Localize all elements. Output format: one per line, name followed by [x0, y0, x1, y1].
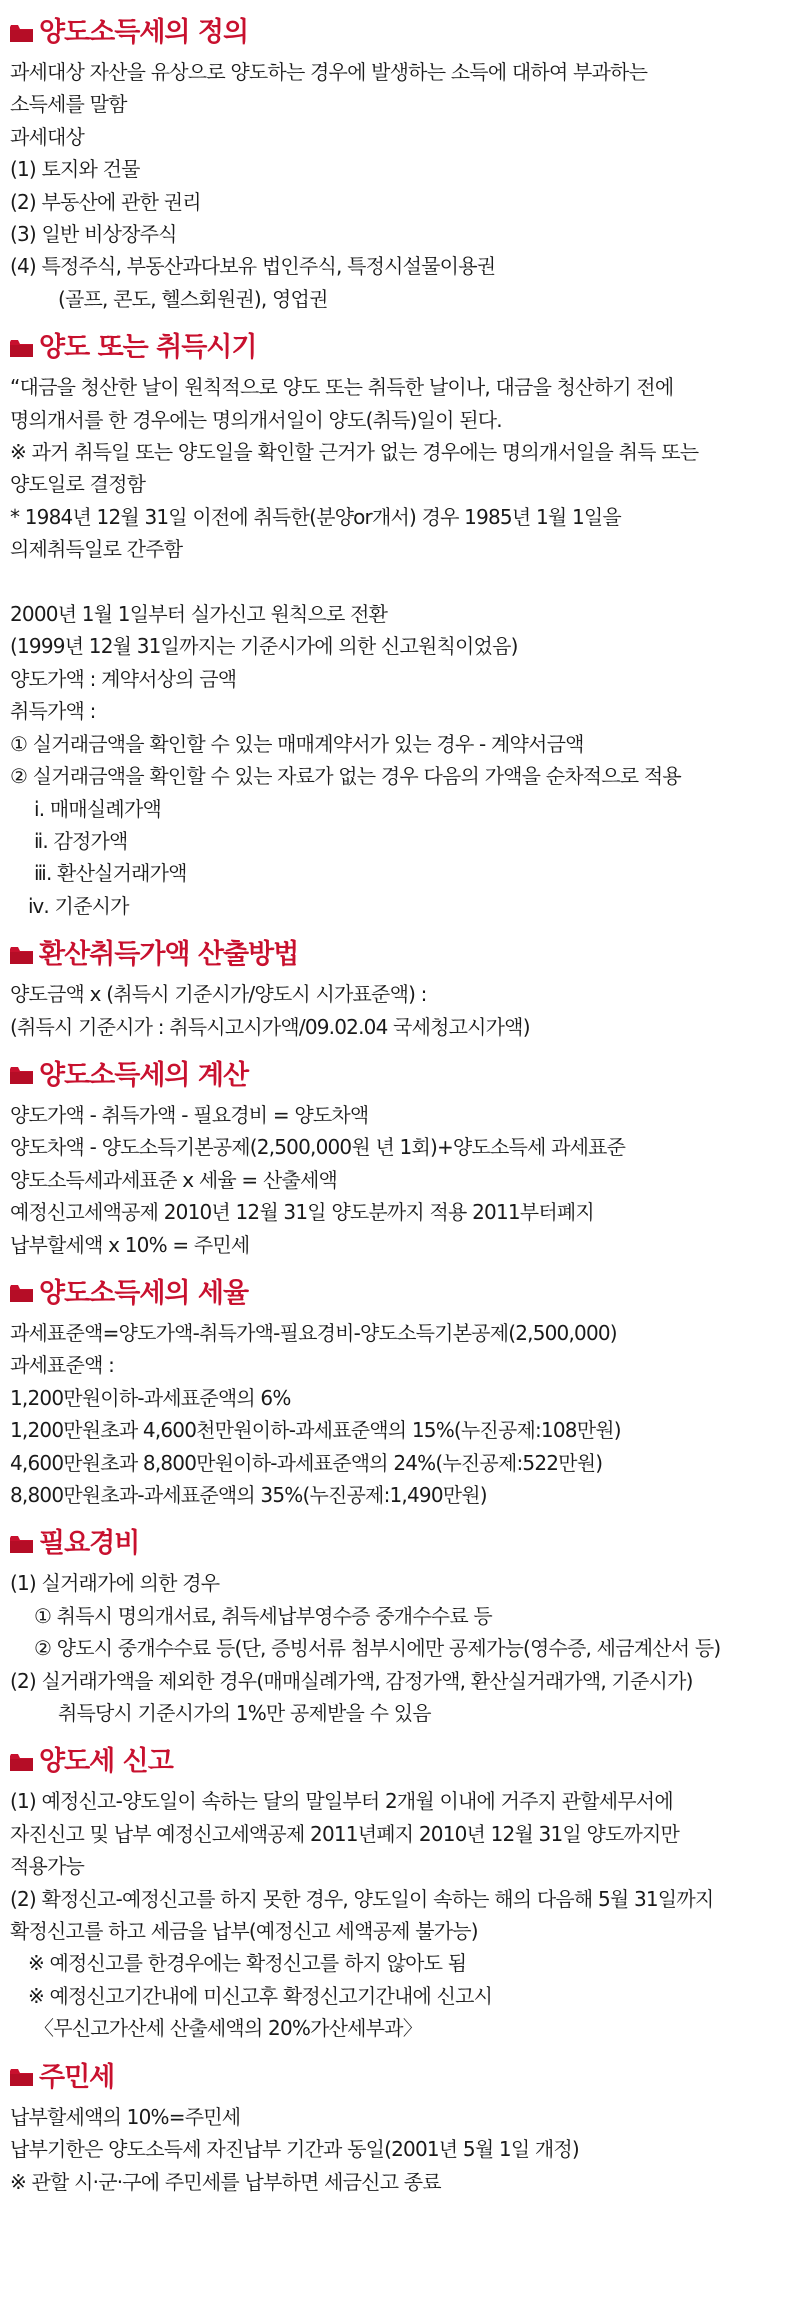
text-line: (2) 실거래가액을 제외한 경우(매매실례가액, 감정가액, 환산실거래가액, 기준시가) [10, 1668, 693, 1693]
text-line: ① 실거래금액을 확인할 수 있는 매매계약서가 있는 경우 - 계약서금액 [10, 731, 584, 756]
text-line: ※ 예정신고기간내에 미신고후 확정신고기간내에 신고시 [28, 1983, 493, 2008]
folder-icon [10, 947, 33, 964]
section-heading [10, 1521, 792, 1567]
text-line: 납부할세액의 10%=주민세 [10, 2104, 241, 2129]
text-line: 1,200만원초과 4,600천만원이하-과세표준액의 15%(누진공제:108만원) [10, 1418, 621, 1443]
text-line: 양도가액 : 계약서상의 금액 [10, 666, 237, 691]
text-line: (1999년 12월 31일까지는 기준시가에 의한 신고원칙이었음) [10, 634, 518, 659]
text-line: (취득시 기준시가 : 취득시고시가액/09.02.04 국세청고시가액) [10, 1014, 530, 1039]
text-line: “대금을 청산한 날이 원칙적으로 양도 또는 취득한 날이나, 대금을 청산하기 전에 [10, 375, 674, 400]
text-line: 납부할세액 x 10% = 주민세 [10, 1232, 250, 1257]
section-heading [10, 325, 792, 371]
section-title: 환산취득가액 산출방법 [39, 939, 299, 971]
text-line: 적용가능 [10, 1854, 85, 1879]
section-necessary-expenses [10, 1521, 792, 1729]
section-heading [10, 1739, 792, 1785]
folder-icon [10, 1536, 33, 1553]
text-line: 소득세를 말함 [10, 92, 127, 117]
text-line: 양도금액 x (취득시 기준시가/양도시 시가표준액) : [10, 982, 427, 1007]
text-line: (3) 일반 비상장주식 [10, 222, 177, 247]
text-line: 과세표준액 : [10, 1353, 115, 1378]
text-line: ※ 예정신고를 한경우에는 확정신고를 하지 않아도 됨 [28, 1951, 467, 1976]
folder-icon [10, 1067, 33, 1084]
text-line: 2000년 1월 1일부터 실가신고 원칙으로 전환 [10, 602, 388, 627]
section-heading [10, 932, 792, 978]
text-line: 의제취득일로 간주함 [10, 537, 183, 562]
section-heading [10, 1271, 792, 1317]
folder-icon [10, 1754, 33, 1771]
section-title: 양도 또는 취득시기 [39, 332, 257, 364]
section-heading [10, 10, 792, 56]
text-line: 취득가액 : [10, 699, 96, 724]
folder-icon [10, 2069, 33, 2086]
text-line: (골프, 콘도, 헬스회원권), 영업권 [58, 286, 328, 311]
text-line: 양도소득세과세표준 x 세율 = 산출세액 [10, 1167, 338, 1192]
text-line: 4,600만원초과 8,800만원이하-과세표준액의 24%(누진공제:522만원) [10, 1450, 603, 1475]
text-line: 과세대상 자산을 유상으로 양도하는 경우에 발생하는 소득에 대하여 부과하는 [10, 60, 648, 84]
section-heading [10, 1053, 792, 1099]
text-line: 8,800만원초과-과세표준액의 35%(누진공제:1,490만원) [10, 1483, 487, 1508]
section-title: 필요경비 [39, 1528, 140, 1560]
text-line: ⅳ. 기준시가 [28, 893, 129, 918]
blank-line [10, 566, 792, 598]
text-line: 1,200만원이하-과세표준액의 6% [10, 1385, 291, 1410]
text-line: 취득당시 기준시가의 1%만 공제받을 수 있음 [58, 1701, 431, 1726]
text-line: ② 양도시 중개수수료 등(단, 증빙서류 첨부시에만 공제가능(영수증, 세금계산서 등) [34, 1636, 721, 1661]
text-line: ② 실거래금액을 확인할 수 있는 자료가 없는 경우 다음의 가액을 순차적으로 적용 [10, 764, 681, 789]
text-line: 예정신고세액공제 2010년 12월 31일 양도분까지 적용 2011부터폐지 [10, 1200, 594, 1225]
text-line: * 1984년 12월 31일 이전에 취득한(분양or개서) 경우 1985년 1월 1일을 [10, 504, 621, 529]
text-line: ※ 과거 취득일 또는 양도일을 확인할 근거가 없는 경우에는 명의개서일을 취득 또는 [10, 440, 699, 465]
section-title: 양도세 신고 [39, 1746, 173, 1778]
text-line: 과세표준액=양도가액-취득가액-필요경비-양도소득기본공제(2,500,000) [10, 1320, 617, 1345]
text-line: 양도일로 결정함 [10, 472, 146, 497]
text-line: 자진신고 및 납부 예정신고세액공제 2011년폐지 2010년 12월 31일 양도까지만 [10, 1821, 680, 1846]
section-timing [10, 325, 792, 922]
folder-icon [10, 340, 33, 357]
text-line: (1) 토지와 건물 [10, 157, 140, 182]
text-line: 과세대상 [10, 124, 85, 149]
folder-icon [10, 1285, 33, 1302]
text-line: 명의개서를 한 경우에는 명의개서일이 양도(취득)일이 된다. [10, 407, 502, 432]
section-converted-acquisition [10, 932, 792, 1043]
text-line: ※ 관할 시·군·구에 주민세를 납부하면 세금신고 종료 [10, 2169, 441, 2194]
text-line: (2) 확정신고-예정신고를 하지 못한 경우, 양도일이 속하는 해의 다음해 5월 31일까지 [10, 1886, 714, 1911]
text-line: 양도가액 - 취득가액 - 필요경비 = 양도차액 [10, 1102, 369, 1127]
section-definition [10, 10, 792, 315]
text-line: 〈무신고가산세 산출세액의 20%가산세부과〉 [34, 2016, 422, 2041]
section-heading [10, 2055, 792, 2101]
text-line: ① 취득시 명의개서료, 취득세납부영수증 중개수수료 등 [34, 1603, 492, 1628]
text-line: 납부기한은 양도소득세 자진납부 기간과 동일(2001년 5월 1일 개정) [10, 2137, 579, 2162]
text-line: (1) 예정신고-양도일이 속하는 달의 말일부터 2개월 이내에 거주지 관할세무서에 [10, 1789, 673, 1814]
section-filing [10, 1739, 792, 2044]
text-line: 양도차액 - 양도소득기본공제(2,500,000원 년 1회)+양도소득세 과세표준 [10, 1135, 626, 1160]
text-line: (2) 부동산에 관한 권리 [10, 189, 201, 214]
section-title: 주민세 [39, 2061, 115, 2093]
text-line: ⅰ. 매매실례가액 [34, 796, 161, 821]
section-tax-rate [10, 1271, 792, 1511]
text-line: ⅱ. 감정가액 [34, 828, 128, 853]
section-resident-tax [10, 2055, 792, 2198]
text-line: (1) 실거래가에 의한 경우 [10, 1571, 220, 1596]
text-line: (4) 특정주식, 부동산과다보유 법인주식, 특정시설물이용권 [10, 254, 496, 279]
text-line: ⅲ. 환산실거래가액 [34, 861, 187, 886]
section-calculation [10, 1053, 792, 1261]
section-title: 양도소득세의 세율 [39, 1277, 249, 1309]
section-title: 양도소득세의 정의 [39, 17, 249, 48]
text-line: 확정신고를 하고 세금을 납부(예정신고 세액공제 불가능) [10, 1919, 478, 1944]
section-title: 양도소득세의 계산 [39, 1059, 249, 1091]
folder-icon [10, 25, 33, 42]
